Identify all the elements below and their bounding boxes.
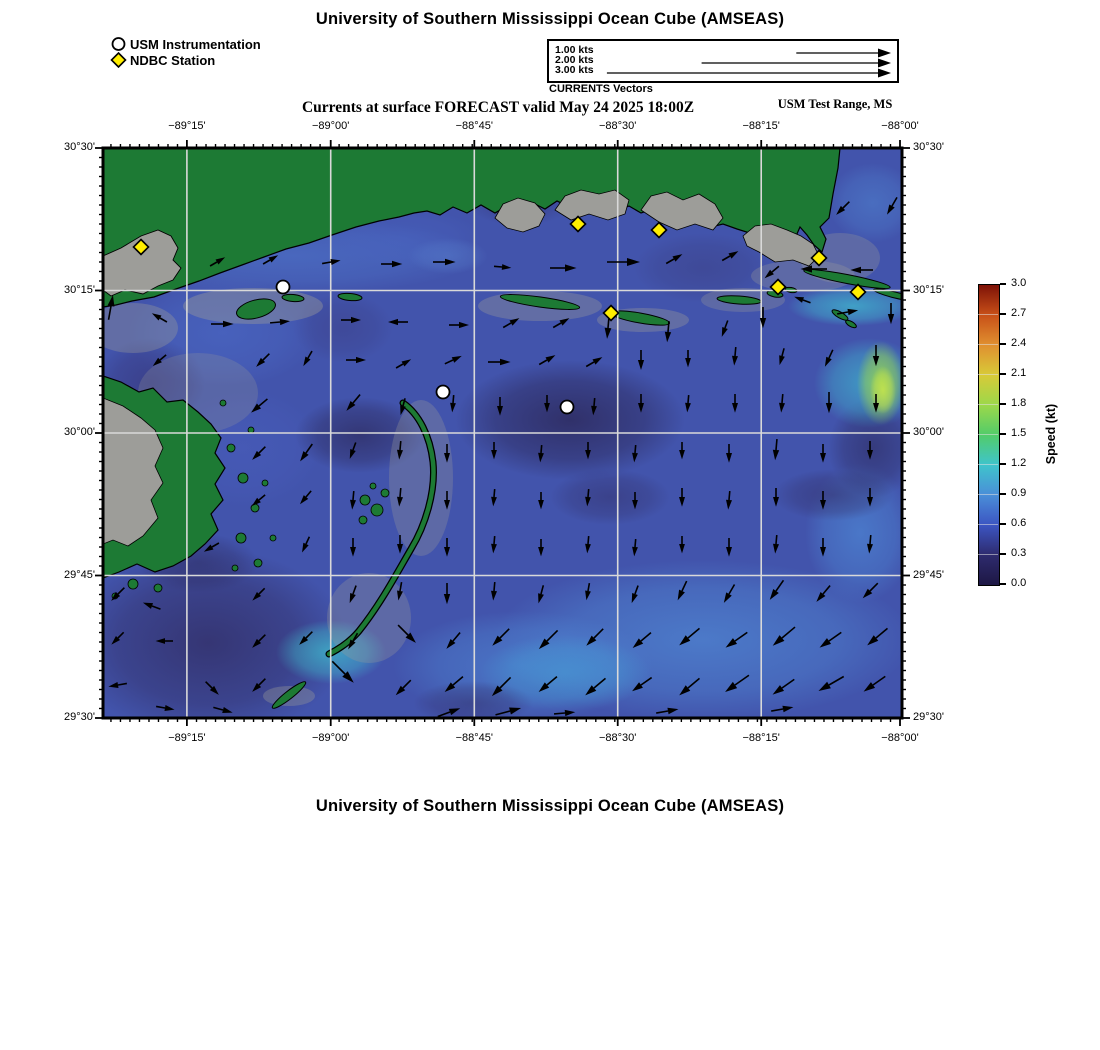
colorbar-tick-label: 2.4 [1011,337,1027,349]
y-tick-left: 29°45' [64,568,95,581]
x-tick-top: −88°30' [599,120,637,132]
colorbar-tick-label: 0.0 [1011,577,1027,589]
colorbar-tick [1000,343,1006,345]
x-tick-bottom: −88°45' [455,732,493,744]
colorbar-tick-label: 1.2 [1011,457,1027,469]
page-title: University of Southern Mississippi Ocean Cube (AMSEAS) [315,10,785,28]
colorbar-tick [1000,463,1006,465]
colorbar-segment-line [978,524,998,525]
colorbar-segment-line [978,494,998,495]
x-tick-top: −89°15' [168,120,206,132]
x-tick-bottom: −88°15' [742,732,780,744]
x-tick-top: −88°45' [455,120,493,132]
colorbar-segment-line [978,554,998,555]
legend-label-ndbc: NDBC Station [130,52,216,68]
usm-instrument-marker [561,401,574,414]
scale-label-3kt: 3.00 kts [555,64,594,76]
usm-circle-icon [110,36,127,52]
colorbar-tick-label: 3.0 [1011,277,1027,289]
x-tick-top: −88°15' [742,120,780,132]
scale-label-1kt: 1.00 kts [555,44,594,56]
x-tick-top: −88°00' [881,120,919,132]
colorbar-title: Speed (kt) [1044,403,1058,465]
y-tick-right: 30°00' [913,426,944,438]
x-tick-bottom: −89°15' [168,732,206,744]
colorbar-tick-label: 1.8 [1011,397,1027,409]
colorbar-segment-line [978,434,998,435]
colorbar-tick [1000,523,1006,525]
y-tick-right: 30°15' [913,283,944,296]
usm-instrument-marker [277,281,290,294]
colorbar-tick [1000,313,1006,315]
x-tick-bottom: −88°00' [881,732,919,744]
scale-label-2kt: 2.00 kts [555,54,594,66]
y-tick-left: 30°00' [64,426,95,438]
colorbar-tick-label: 1.5 [1011,427,1027,439]
colorbar-tick-label: 0.3 [1011,547,1027,559]
colorbar [978,284,1000,586]
x-tick-bottom: −88°30' [599,732,637,744]
y-tick-left: 30°30' [64,141,95,153]
vector-scale-box [547,39,899,83]
marker-legend [110,36,261,68]
colorbar-tick [1000,283,1006,285]
region-label: USM Test Range, MS [777,97,893,111]
y-tick-right: 29°30' [913,711,944,723]
colorbar-tick [1000,553,1006,555]
footer-title: University of Southern Mississippi Ocean Cube (AMSEAS) [315,797,785,815]
colorbar-tick [1000,493,1006,495]
colorbar-tick-label: 0.6 [1011,517,1027,529]
colorbar-tick-label: 0.9 [1011,487,1027,499]
colorbar-tick [1000,373,1006,375]
colorbar-segment-line [978,314,998,315]
legend-item-usm [110,36,261,52]
y-tick-right: 30°30' [913,141,944,153]
x-tick-bottom: −89°00' [312,732,350,744]
map-plot [103,148,902,718]
y-tick-left: 29°30' [64,711,95,723]
colorbar-tick-label: 2.1 [1011,367,1027,379]
colorbar-segment-line [978,464,998,465]
legend-item-ndbc [110,52,261,68]
colorbar-tick-label: 2.7 [1011,307,1027,319]
scale-arrows [549,41,897,81]
x-tick-top: −89°00' [312,120,350,132]
usm-instrument-marker [437,386,450,399]
colorbar-tick [1000,583,1006,585]
y-tick-right: 29°45' [913,568,944,581]
colorbar-tick [1000,403,1006,405]
colorbar-segment-line [978,404,998,405]
colorbar-tick [1000,433,1006,435]
scale-caption: CURRENTS Vectors [549,83,653,95]
legend-label-usm: USM Instrumentation [130,36,261,52]
ndbc-diamond-icon [110,52,127,68]
map-subtitle: Currents at surface FORECAST valid May 24 2025 18:00Z [301,99,695,116]
y-tick-left: 30°15' [64,283,95,296]
colorbar-segment-line [978,344,998,345]
colorbar-segment-line [978,374,998,375]
